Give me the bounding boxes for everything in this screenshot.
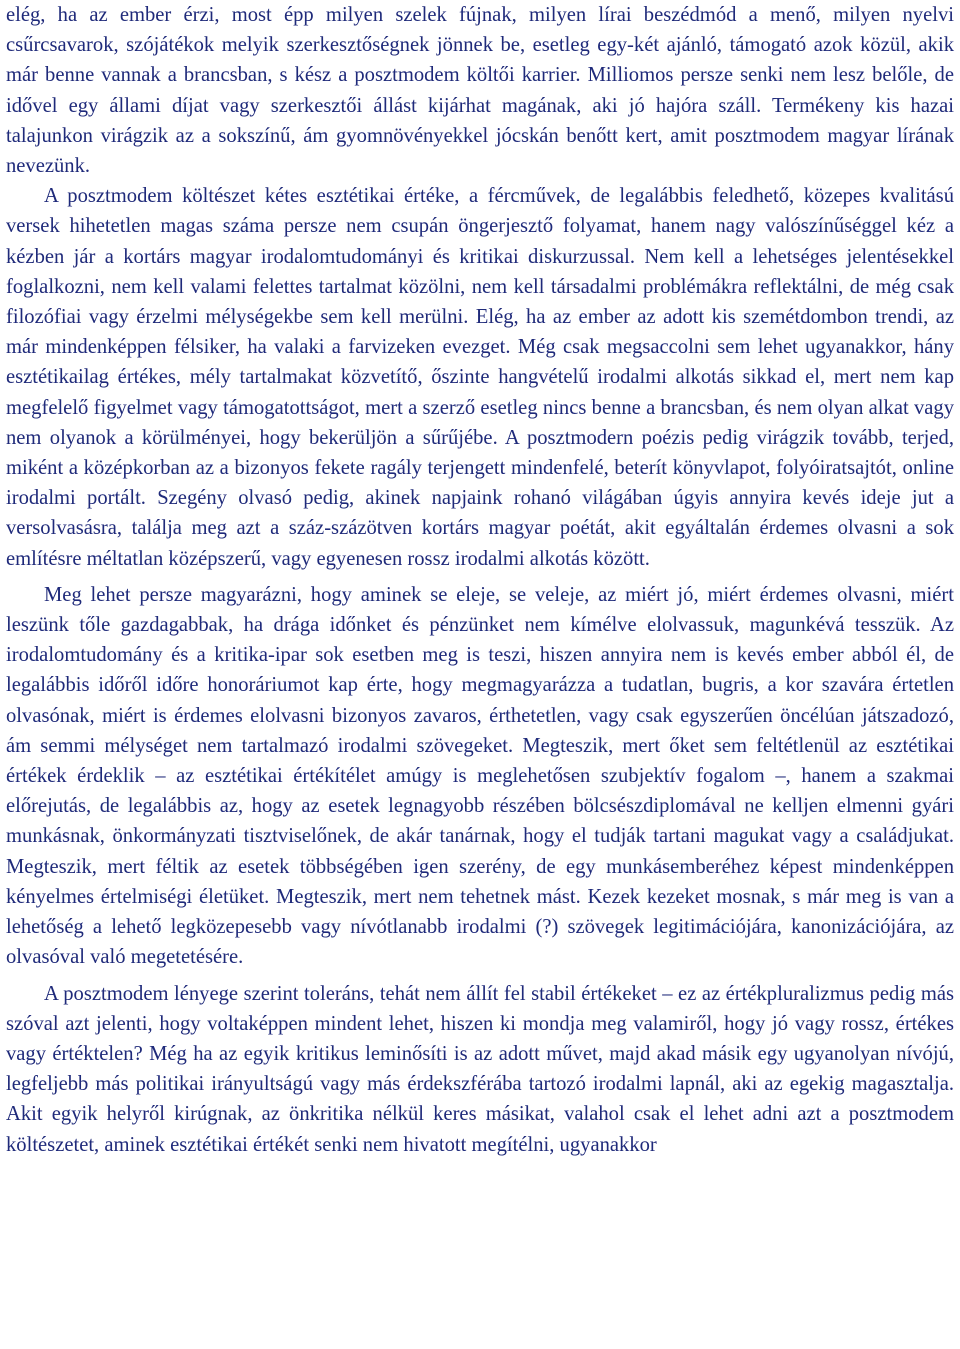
paragraph-3: Meg lehet persze magyarázni, hogy aminek se eleje, se veleje, az miért jó, miért érdemes olvasni, miért leszünk tőle gazdagabbak, ha drága időnket és pénzünket nem kímélve elolvassuk, magunkévá tesszük. Az irodalomtudomány és a kritika-ipar sok esetben meg is teszi, hiszen annyira nem is kevés ember abból él, de legalábbis időről időre honoráriumot kap érte, hogy megmagyarázza a tudatlan, bugris, a kor szavára értetlen olvasónak, miért is érdemes elolvasni bizonyos zavaros, érthetetlen, vagy csak egyszerűen öncélúan játszadozó, ám semmi mélységet nem tartalmazó irodalmi szövegeket. Megteszik, mert őket sem feltétlenül az esztétikai értékek érdeklik – az esztétikai értékítélet amúgy is meglehetősen szubjektív fogalom –, hanem a szakmai előrejutás, de legalábbis az, hogy az esetek legnagyobb részében bölcsészdiplomával ne kelljen elmenni gyári munkásnak, önkormányzati tisztviselőnek, de akár tanárnak, hogy el tudják tartani magukat vagy a családjukat. Megteszik, mert féltik az esetek többségében igen szerény, de egy munkásemberéhez képest mindenképpen kényelmes értelmiségi életüket. Megteszik, mert nem tehetnek mást. Kezek kezeket mosnak, s már meg is van a lehetőség a lehető legközepesebb vagy nívótlanabb irodalmi (?) szövegek legitimációjára, kanonizációjára, az olvasóval való megetetésére. [6,583,954,969]
paragraph-1: elég, ha az ember érzi, most épp milyen szelek fújnak, milyen lírai beszédmód a menő, milyen nyelvi csűrcsavarok, szójátékok melyik szerkesztőségnek jönnek be, esetleg egy-két ajánló, támogató azok közül, akik már benne vannak a brancsban, s kész a posztmodem költői karrier. Milliomos persze senki nem lesz belőle, de idővel egy állami díjat vagy szerkesztői állást kijárhat magának, aki jó hajóra száll. Termékeny kis hazai talajunkon virágzik az a sokszínű, ám gyomnövényekkel jócskán benőtt kert, amit posztmodem magyar lírának nevezünk. [6,4,954,178]
paragraph-2: A posztmodem költészet kétes esztétikai értéke, a fércművek, de legalábbis feledhető, közepes kvalitású versek hihetetlen magas száma persze nem csupán öngerjesztő folyamat, hanem nagy valószínűséggel kéz a kézben jár a kortárs magyar irodalomtudományi és kritikai diskurzussal. Nem kell a lehetséges jelentésekkel foglalkozni, nem kell valami felettes tartalmat közölni, nem kell társadalmi problémákra reflektálni, de még csak filozófiai vagy érzelmi mélységekbe sem kell merülni. Elég, ha az ember az adott kis szemétdombon trendi, az már mindenképpen félsiker, ha valaki a farvizeken evezget. Még csak megsaccolni sem lehet ugyanakkor, hány esztétikailag értékes, mély tartalmakat közvetítő, őszinte hangvételű irodalmi alkotás sikkad el, mert nem kap megfelelő figyelmet vagy támogatottságot, mert a szerző esetleg nincs benne a brancsban, és nem olyan alkat vagy nem olyanok a körülményei, hogy bekerüljön a sűrűjébe. A posztmodern poézis pedig virágzik tovább, terjed, miként a középkorban az a bizonyos fekete ragály terjengett mindenfelé, beterít könyvlapot, folyóiratsajtót, online irodalmi portált. Szegény olvasó pedig, akinek napjaink rohanó világában úgyis annyira kevés ideje jut a versolvasásra, találja meg azt a száz-százötven kortárs magyar poétát, akit egyáltalán érdemes olvasni a sok említésre méltatlan középszerű, vagy egyenesen rossz irodalmi alkotás között. [6,185,954,570]
paragraph-4: A posztmodem lényege szerint toleráns, tehát nem állít fel stabil értékeket – ez az értékpluralizmus pedig más szóval azt jelenti, hogy voltaképpen mindent lehet, hiszen ki mondja meg valamiről, hogy jó vagy rossz, értékes vagy értéktelen? Még ha az egyik kritikus leminősíti is az adott művet, majd akad másik egy ugyanolyan nívójú, legfeljebb más politikai irányultságú vagy más érdekszférába tartozó irodalmi lapnál, aki az egekig magasztalja. Akit egyik helyről kirúgnak, az önkritika nélkül keres másikat, valahol csak el lehet adni azt a posztmodem költészetet, aminek esztétikai értékét senki nem hivatott megítélni, ugyanakkor [6,982,954,1156]
